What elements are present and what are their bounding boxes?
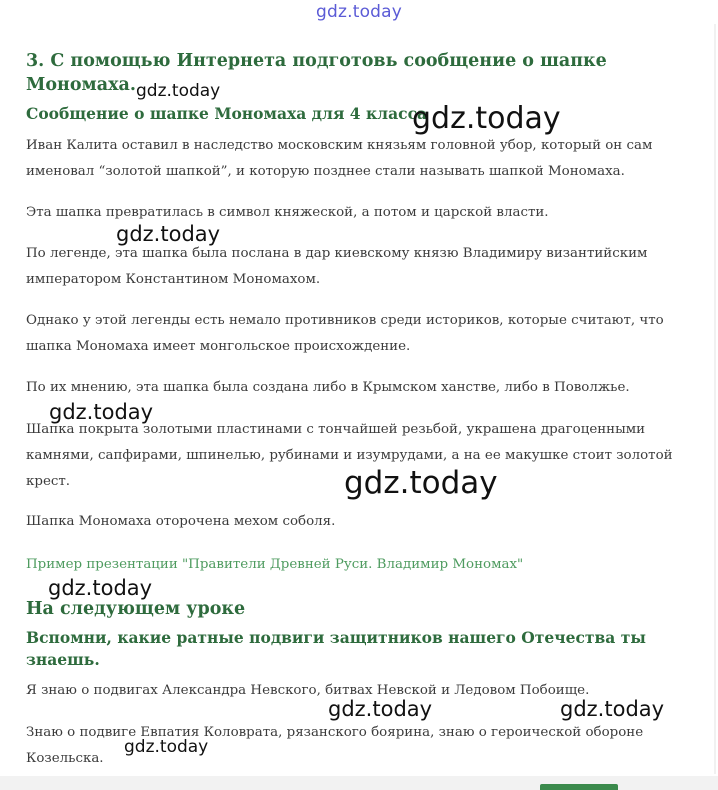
paragraph-2: Эта шапка превратилась в символ княжеской, а потом и царской власти.: [26, 205, 549, 220]
bottom-action-button[interactable]: [540, 784, 618, 790]
answer-heading: Сообщение о шапке Мономаха для 4 класса: [26, 104, 428, 123]
presentation-link[interactable]: Пример презентации "Правители Древней Руси. Владимир Мономах": [26, 557, 524, 572]
watermark: gdz.today: [136, 81, 221, 101]
site-logo[interactable]: gdz.today: [316, 2, 403, 22]
paragraph-1: Иван Калита оставил в наследство московским князьям головной убор, который он сам именовал “золотой шапкой”, и которую позднее стали называть шапкой Мономаха.: [26, 138, 653, 179]
right-divider: [714, 24, 716, 774]
paragraph-3: По легенде, эта шапка была послана в дар киевскому князю Владимиру византийским императором Константином Мономахом.: [26, 246, 648, 287]
next-lesson-heading: На следующем уроке: [26, 599, 246, 619]
paragraph-6: Шапка покрыта золотыми пластинами с тончайшей резьбой, украшена драгоценными камнями, сапфирами, шпинелью, рубинами и изумрудами, а на ее макушке стоит золотой крест.: [26, 422, 673, 489]
watermark: gdz.today: [412, 101, 561, 136]
watermark: gdz.today: [49, 400, 154, 424]
watermark: gdz.today: [48, 576, 153, 600]
watermark: gdz.today: [328, 697, 433, 721]
watermark: gdz.today: [344, 465, 498, 501]
watermark: gdz.today: [560, 697, 665, 721]
question-heading: Вспомни, какие ратные подвиги защитников нашего Отечества ты знаешь.: [26, 628, 646, 669]
watermark: gdz.today: [124, 737, 209, 757]
watermark: gdz.today: [116, 222, 221, 246]
paragraph-4: Однако у этой легенды есть немало противников среди историков, которые считают, что шапка Мономаха имеет монгольское происхождение.: [26, 313, 664, 354]
answer-2: Знаю о подвиге Евпатия Коловрата, рязанского боярина, знаю о героической обороне Козельска.: [26, 725, 644, 766]
task-heading: 3. С помощью Интернета подготовь сообщение о шапке Мономаха.: [26, 51, 607, 95]
paragraph-5: По их мнению, эта шапка была создана либо в Крымском ханстве, либо в Поволжье.: [26, 380, 630, 395]
paragraph-7: Шапка Мономаха оторочена мехом соболя.: [26, 514, 336, 529]
answer-1: Я знаю о подвигах Александра Невского, битвах Невской и Ледовом Побоище.: [26, 683, 590, 698]
